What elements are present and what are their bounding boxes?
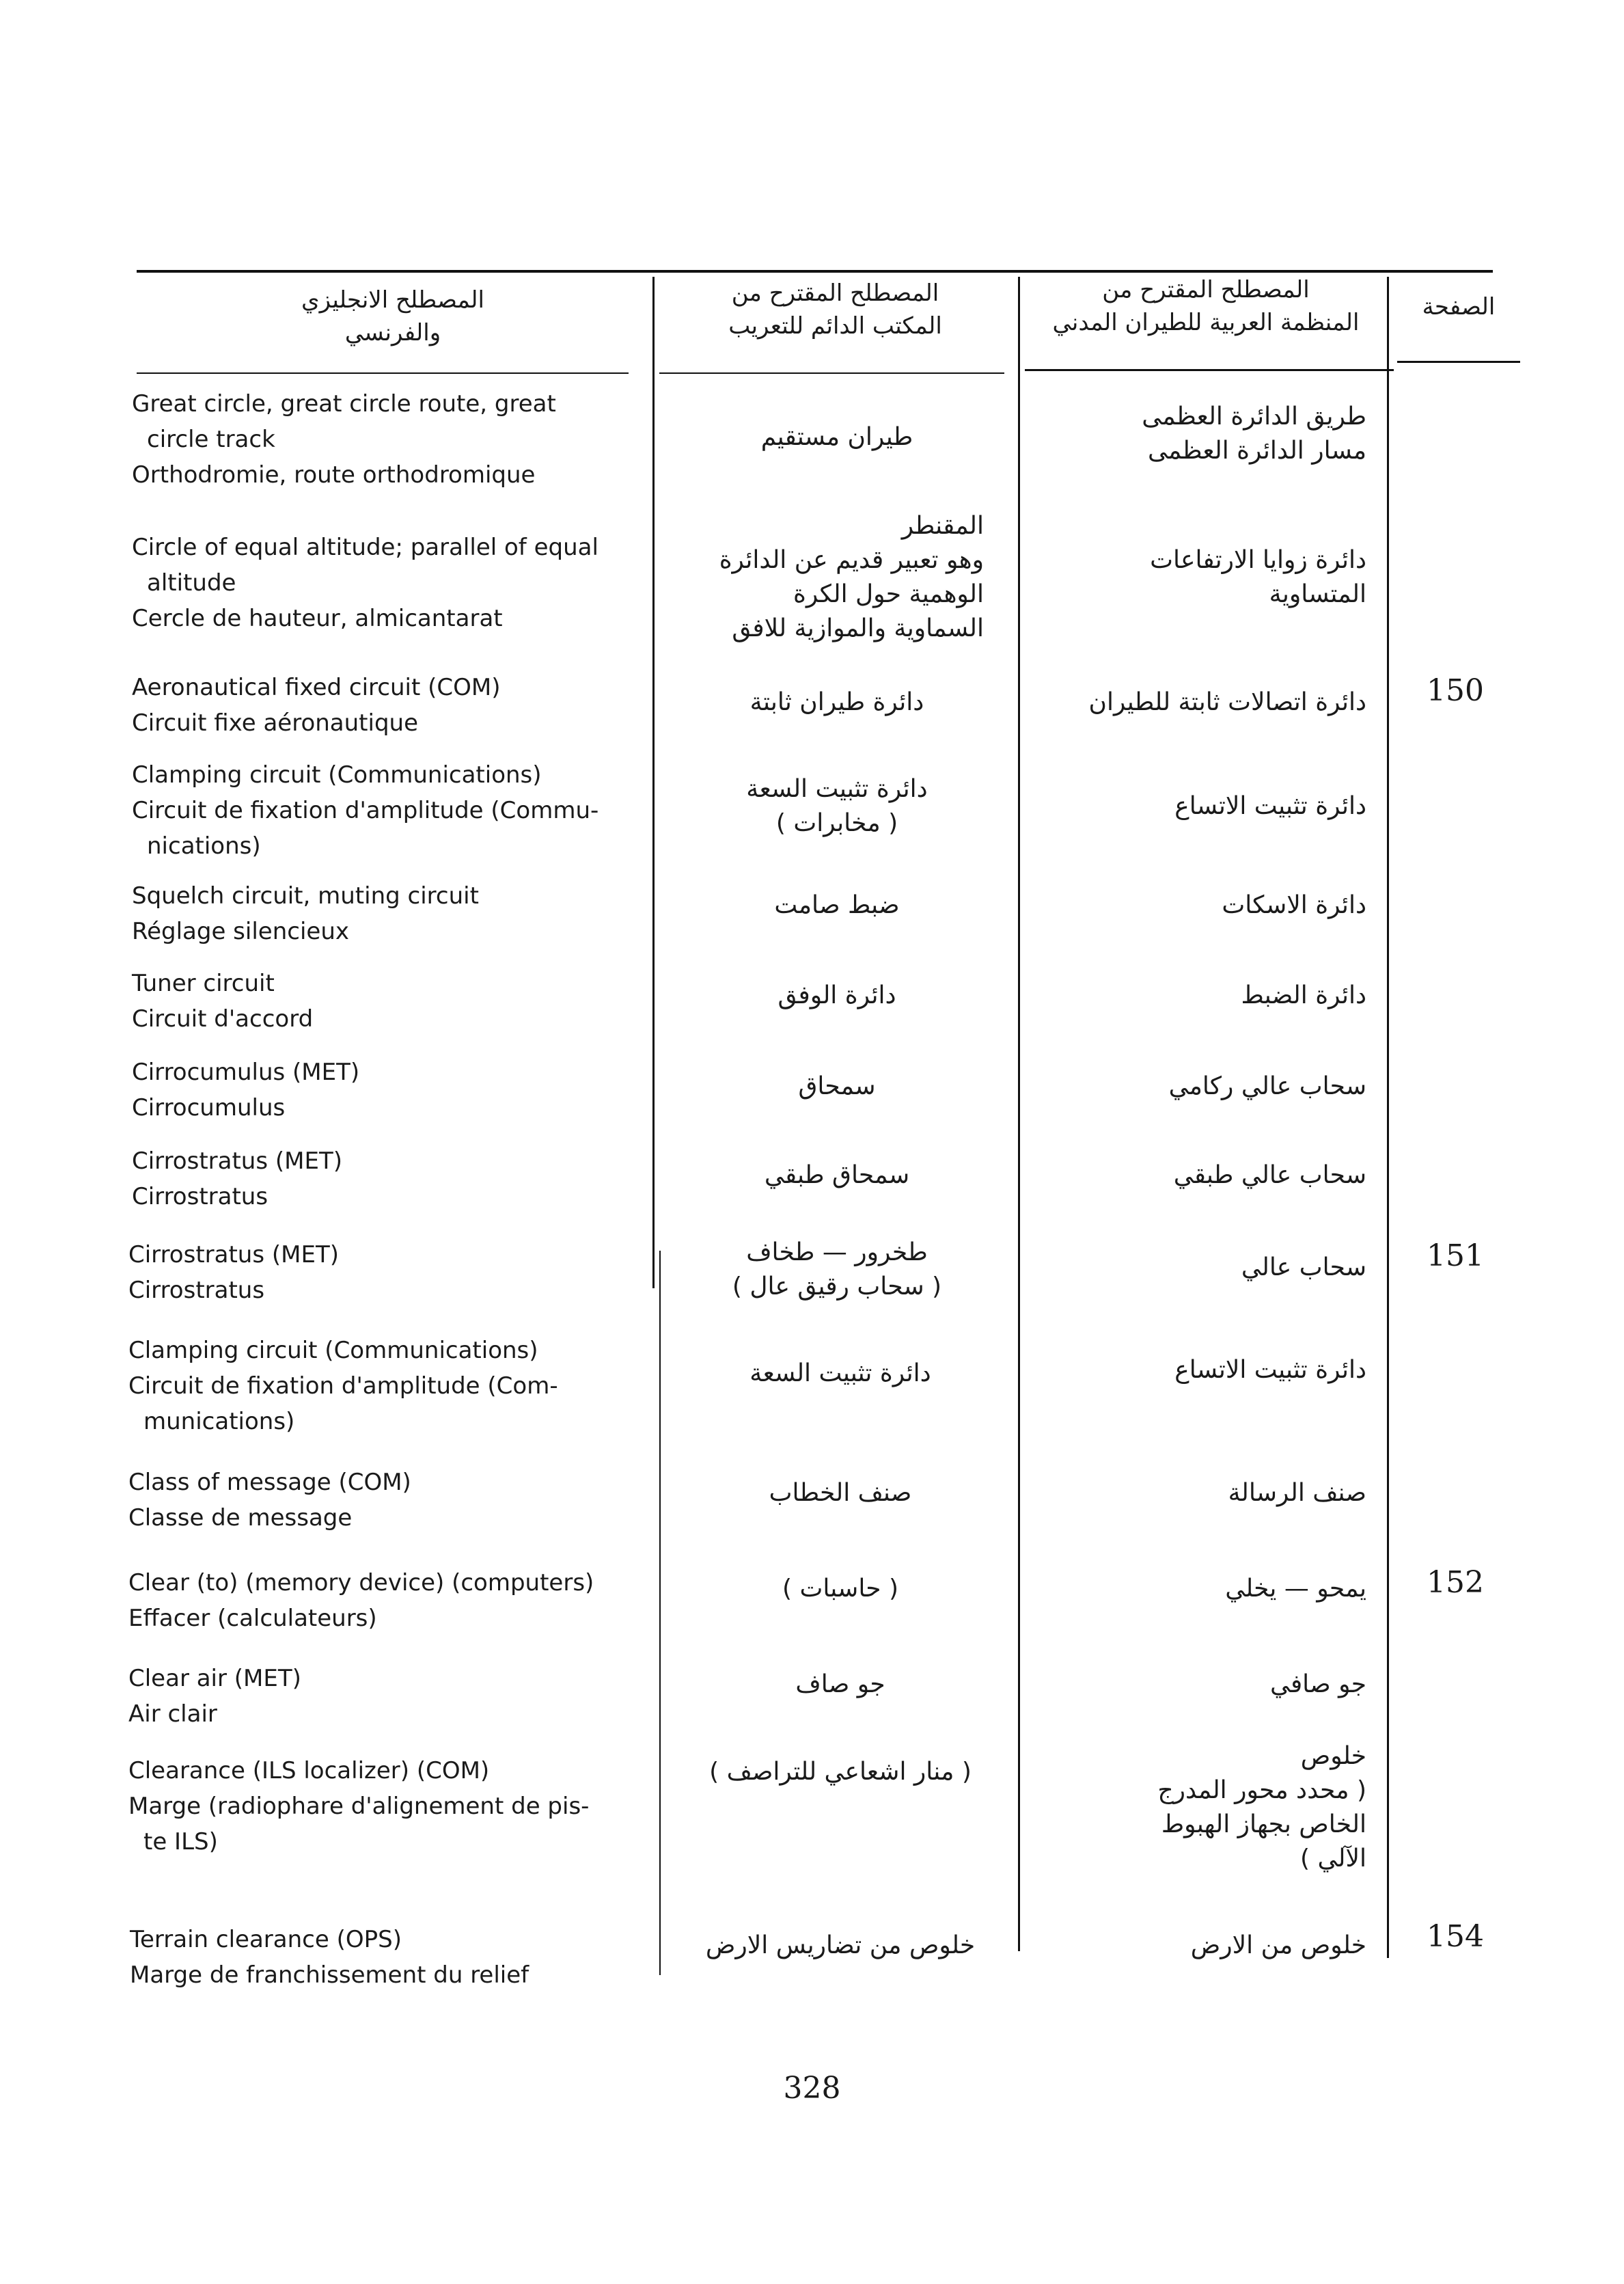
en-term-line: Cirrostratus [132, 1183, 269, 1210]
table-row-pbo [659, 772, 1015, 841]
en-term-line: munications) [143, 1408, 295, 1435]
table-row-en [132, 1055, 644, 1126]
table-row-pbo [666, 1572, 1015, 1606]
aco-term-line: سحاب عالي ركامي [1168, 1072, 1366, 1100]
table-row-en [130, 1922, 656, 1993]
en-term-line: Effacer (calculateurs) [128, 1605, 377, 1632]
table-row-aco [1025, 685, 1366, 720]
page-number: 328 [783, 2071, 841, 2106]
table-row-pbo [656, 509, 984, 646]
aco-term-line: خلوص [1300, 1742, 1366, 1770]
aco-term-line: دائرة الضبط [1241, 981, 1366, 1009]
pbo-term-line: الوهمية حول الكرة [793, 580, 984, 608]
en-term-line: Terrain clearance (OPS) [130, 1926, 402, 1953]
aco-term-line: الآلي ) [1300, 1845, 1366, 1873]
header-pbo-line1: المصطلح المقترح من [731, 280, 939, 307]
page-ref: 154 [1427, 1919, 1484, 1954]
header-aco-line2: المنظمة العربية للطيران المدني [1052, 309, 1360, 336]
table-row-pbo [659, 1236, 1015, 1304]
en-term-line: Clamping circuit (Communications) [128, 1337, 538, 1364]
pbo-term-line: وهو تعبير قديم عن الدائرة [719, 546, 984, 574]
en-term-line: Clearance (ILS localizer) (COM) [128, 1757, 490, 1784]
en-term-line: Marge de franchissement du relief [130, 1961, 529, 1989]
table-row-pbo [666, 1357, 1015, 1391]
pbo-term-line: المقنطر [901, 512, 984, 540]
table-row-aco [1025, 1668, 1366, 1702]
pbo-term-line: دائرة تثبيت السعة [749, 1359, 931, 1387]
aco-term-line: دائرة اتصالات ثابتة للطيران [1088, 688, 1366, 716]
en-term-line: Cercle de hauteur, almicantarat [132, 605, 503, 632]
table-row-pbo [666, 1755, 1015, 1789]
en-term-line: Cirrostratus (MET) [132, 1147, 342, 1175]
en-term-line: Air clair [128, 1700, 217, 1728]
table-row-en [128, 1565, 655, 1636]
en-term-line: Class of message (COM) [128, 1469, 411, 1496]
pbo-term-line: ( سحاب رقيق عال ) [732, 1273, 942, 1301]
aco-term-line: ( محدد محور المدرج [1157, 1776, 1366, 1804]
table-row-aco [1025, 1929, 1366, 1963]
aco-term-line: خلوص من الارض [1190, 1931, 1366, 1959]
pbo-term-line: دائرة تثبيت السعة [746, 775, 928, 803]
aco-term-line: دائرة زوايا الارتفاعات [1150, 546, 1366, 574]
aco-term-line: جو صافي [1269, 1670, 1366, 1698]
pbo-term-line: سمحاق [798, 1072, 876, 1100]
table-row-aco [1025, 1070, 1366, 1104]
table-row-aco [1025, 1739, 1366, 1876]
table-row-aco [1025, 1476, 1366, 1510]
table-row-en [128, 1237, 641, 1308]
page-ref: 152 [1427, 1565, 1484, 1600]
table-row-aco [1025, 543, 1366, 612]
table-row-pbo [659, 979, 1015, 1013]
en-term-line: Clear (to) (memory device) (computers) [128, 1569, 594, 1596]
table-row-en [128, 1333, 655, 1439]
header-pbo [656, 277, 1015, 342]
en-term-line: Cirrocumulus [132, 1094, 286, 1121]
aco-term-line: صنف الرسالة [1228, 1479, 1366, 1507]
en-term-line: Réglage silencieux [132, 918, 349, 945]
table-row-en [132, 386, 644, 493]
table-row-en [132, 1143, 644, 1214]
en-term-line: Great circle, great circle route, great [132, 390, 556, 418]
en-term-line: altitude [147, 569, 236, 597]
pbo-term-line: ( مخابرات ) [775, 809, 898, 837]
table-row-pbo [666, 1929, 1015, 1963]
pbo-term-line: ( منار اشعاعي للتراصف ) [709, 1758, 972, 1786]
table-row-aco [1025, 1251, 1366, 1285]
table-row-aco [1025, 1353, 1366, 1387]
page-ref: 151 [1427, 1238, 1484, 1273]
en-term-line: Circuit fixe aéronautique [132, 709, 419, 737]
header-en-line2: والفرنسي [344, 319, 441, 346]
pbo-term-line: صنف الخطاب [769, 1479, 912, 1507]
en-term-line: Tuner circuit [132, 970, 275, 997]
table-row-pbo [666, 1476, 1015, 1510]
pbo-term-line: ( حاسبات ) [782, 1575, 899, 1603]
page-ref: 150 [1427, 673, 1484, 708]
column-divider-pbo-aco [1018, 277, 1020, 1951]
table-row-pbo [659, 685, 1015, 720]
en-term-line: Cirrostratus (MET) [128, 1241, 339, 1268]
header-aco [1025, 273, 1387, 339]
pbo-term-line: السماوية والموازية للافق [732, 614, 984, 642]
en-term-line: te ILS) [143, 1828, 218, 1855]
pbo-term-line: خلوص من تضاريس الارض [705, 1931, 976, 1959]
table-row-en [128, 1465, 655, 1536]
pbo-term-line: سمحاق طبقي [764, 1161, 910, 1189]
aco-term-line: دائرة الاسكات [1222, 891, 1366, 919]
en-term-line: Circuit d'accord [132, 1005, 314, 1033]
header-bottom-rule-en [137, 372, 629, 374]
pbo-term-line: دائرة الوفق [777, 981, 896, 1009]
en-term-line: Clear air (MET) [128, 1665, 301, 1692]
aco-term-line: مسار الدائرة العظمى [1148, 437, 1366, 465]
table-row-pbo [666, 1668, 1015, 1702]
en-term-line: nications) [147, 832, 261, 860]
column-divider-aco-page [1387, 277, 1389, 1958]
aco-term-line: يمحو — يخلي [1225, 1575, 1366, 1603]
table-row-en [132, 757, 644, 864]
header-page [1394, 290, 1524, 323]
en-term-line: Cirrocumulus (MET) [132, 1059, 360, 1086]
table-row-en [132, 966, 644, 1037]
en-term-line: Marge (radiophare d'alignement de pis- [128, 1793, 590, 1820]
en-term-line: circle track [147, 426, 275, 453]
header-page-label: الصفحة [1422, 293, 1496, 321]
table-row-en [128, 1753, 655, 1860]
pbo-term-line: طخرور — طخاف [746, 1238, 928, 1266]
aco-term-line: طريق الدائرة العظمى [1142, 403, 1366, 431]
pbo-term-line: ضبط صامت [774, 891, 900, 919]
table-top-rule [137, 270, 1493, 273]
aco-term-line: سحاب عالي طبقي [1173, 1161, 1366, 1189]
en-term-line: Circle of equal altitude; parallel of equal [132, 534, 598, 561]
pbo-term-line: جو صاف [795, 1670, 885, 1698]
table-row-en [132, 670, 644, 741]
en-term-line: Clamping circuit (Communications) [132, 761, 542, 789]
en-term-line: Orthodromie, route orthodromique [132, 461, 536, 489]
header-en-line1: المصطلح الانجليزي [301, 286, 484, 314]
aco-term-line: الخاص بجهاز الهبوط [1161, 1810, 1366, 1838]
header-pbo-line2: المكتب الدائم للتعريب [728, 312, 942, 340]
table-row-pbo [659, 420, 1015, 454]
header-bottom-rule-pbo [659, 372, 1004, 374]
column-divider-en-pbo [652, 277, 655, 1288]
table-row-pbo [659, 1070, 1015, 1104]
column-divider-en-pbo-lower [659, 1251, 661, 1975]
aco-term-line: المتساوية [1269, 580, 1366, 608]
table-row-aco [1025, 400, 1366, 468]
header-bottom-rule-page [1397, 361, 1520, 363]
pbo-term-line: دائرة طيران ثابتة [749, 688, 924, 716]
table-row-aco [1025, 1572, 1366, 1606]
aco-term-line: دائرة تثبيت الاتساع [1174, 1356, 1366, 1384]
table-row-aco [1025, 888, 1366, 923]
en-term-line: Circuit de fixation d'amplitude (Commu- [132, 797, 599, 824]
table-row-en [128, 1661, 655, 1732]
header-bottom-rule-aco [1025, 369, 1394, 371]
header-aco-line1: المصطلح المقترح من [1102, 276, 1310, 303]
table-row-aco [1025, 1158, 1366, 1193]
aco-term-line: سحاب عالي [1241, 1253, 1366, 1281]
en-term-line: Classe de message [128, 1504, 353, 1532]
table-row-en [132, 878, 644, 949]
table-row-aco [1025, 789, 1366, 824]
pbo-term-line: طيران مستقيم [760, 423, 913, 451]
en-term-line: Squelch circuit, muting circuit [132, 882, 479, 910]
table-row-pbo [659, 1158, 1015, 1193]
aco-term-line: دائرة تثبيت الاتساع [1174, 792, 1366, 820]
header-en [137, 284, 649, 349]
en-term-line: Aeronautical fixed circuit (COM) [132, 674, 501, 701]
table-row-pbo [659, 888, 1015, 923]
en-term-line: Cirrostratus [128, 1277, 265, 1304]
en-term-line: Circuit de fixation d'amplitude (Com- [128, 1372, 558, 1400]
table-row-aco [1025, 979, 1366, 1013]
table-row-en [132, 530, 644, 636]
